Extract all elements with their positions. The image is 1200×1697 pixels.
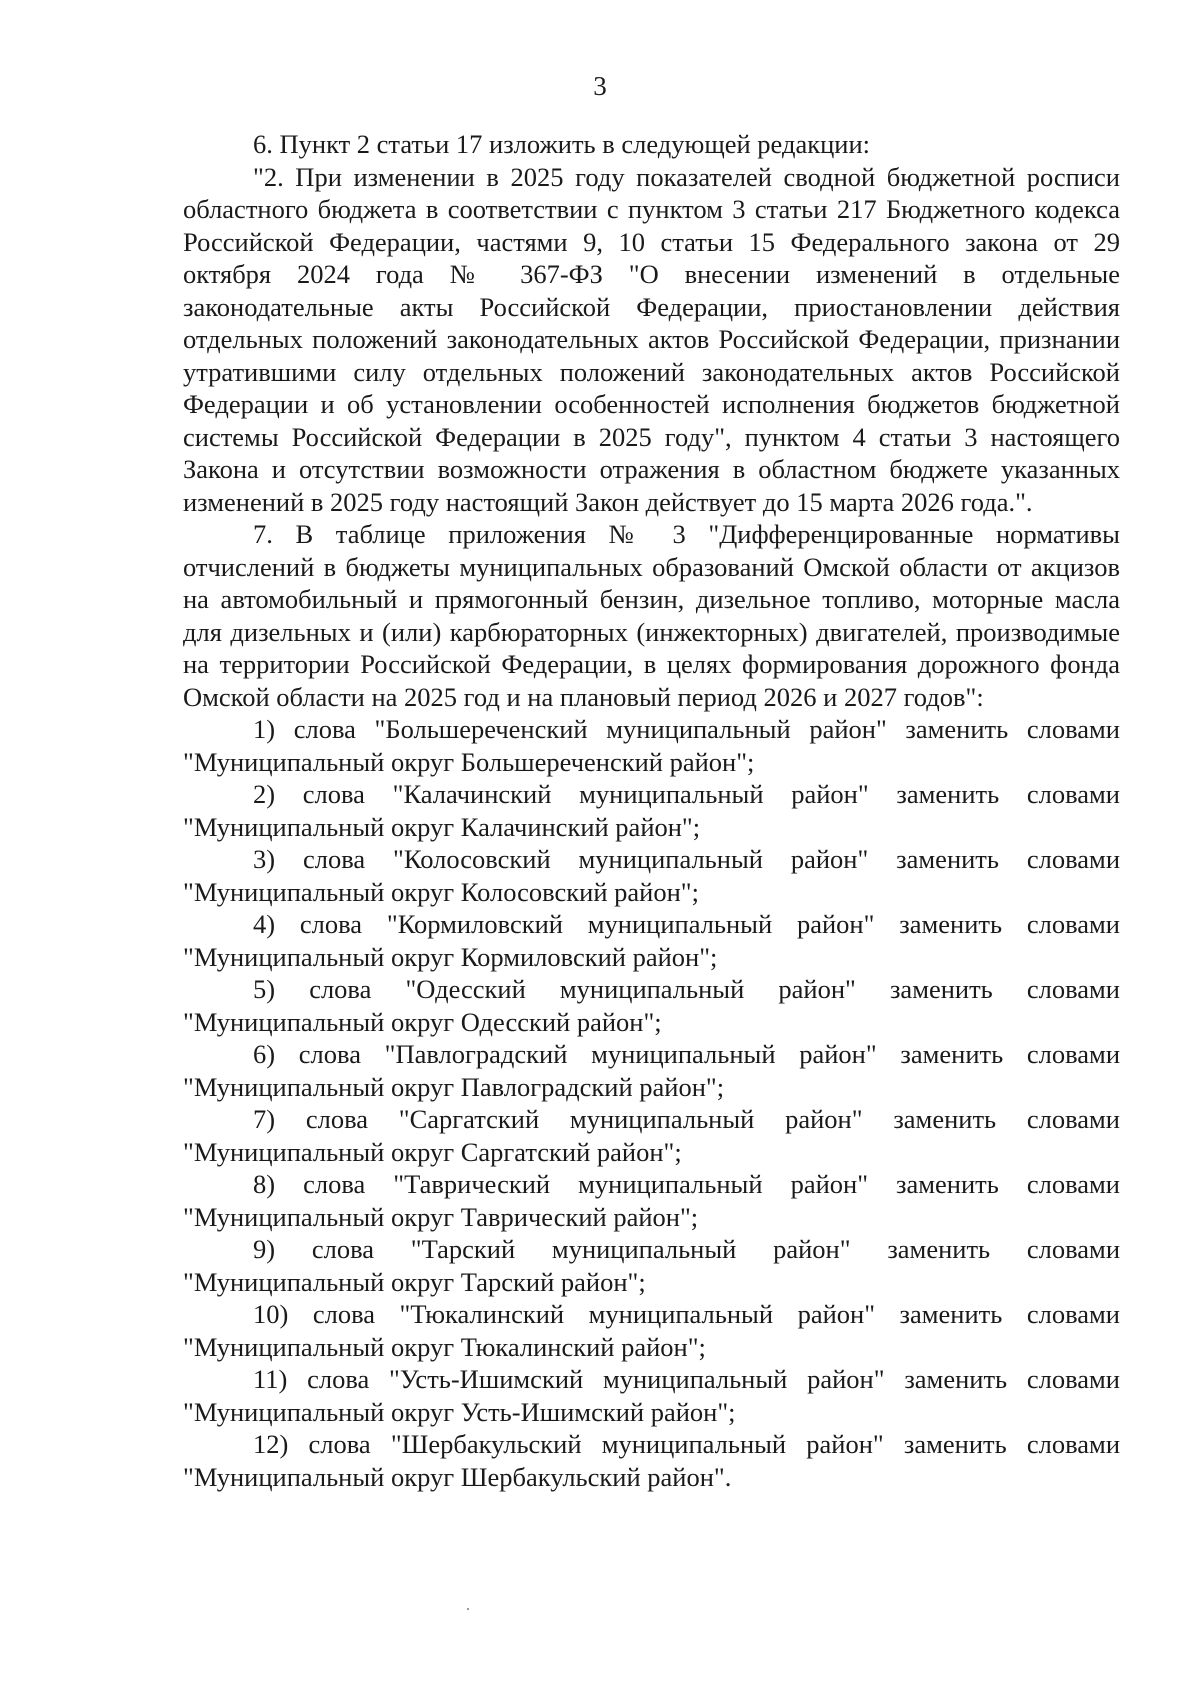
list-item: 11) слова "Усть-Ишимский муниципальный район" заменить словами "Муниципальный округ Усть-Ишимский район"; — [183, 1364, 1120, 1427]
list-item: 7) слова "Саргатский муниципальный район" заменить словами "Муниципальный округ Саргатский район"; — [183, 1104, 1120, 1167]
list-item: 9) слова "Тарский муниципальный район" заменить словами "Муниципальный округ Тарский район"; — [183, 1234, 1120, 1297]
list-item: 10) слова "Тюкалинский муниципальный район" заменить словами "Муниципальный округ Тюкалинский район"; — [183, 1299, 1120, 1362]
list-item: 1) слова "Большереченский муниципальный район" заменить словами "Муниципальный округ Большереченский район"; — [183, 714, 1120, 777]
list-item: 3) слова "Колосовский муниципальный район" заменить словами "Муниципальный округ Колосовский район"; — [183, 844, 1120, 907]
document-body — [183, 128, 1120, 1493]
list-item: 4) слова "Кормиловский муниципальный район" заменить словами "Муниципальный округ Кормиловский район"; — [183, 909, 1120, 972]
page-number: 3 — [593, 71, 607, 101]
list-item: 8) слова "Таврический муниципальный район" заменить словами "Муниципальный округ Таврический район"; — [183, 1169, 1120, 1232]
list-item: 12) слова "Шербакульский муниципальный район" заменить словами "Муниципальный округ Шербакульский район". — [183, 1429, 1120, 1492]
list-item: 5) слова "Одесский муниципальный район" заменить словами "Муниципальный округ Одесский район"; — [183, 974, 1120, 1037]
list-item: 2) слова "Калачинский муниципальный район" заменить словами "Муниципальный округ Калачинский район"; — [183, 779, 1120, 842]
scan-speck — [467, 1608, 469, 1610]
list-item: 6) слова "Павлоградский муниципальный район" заменить словами "Муниципальный округ Павлоградский район"; — [183, 1039, 1120, 1102]
paragraph-6-heading: 6. Пункт 2 статьи 17 изложить в следующей редакции: — [253, 129, 870, 159]
paragraph-7-intro: 7. В таблице приложения № 3 "Дифференцированные нормативы отчислений в бюджеты муниципальных образований Омской области от акцизов на автомобильный и прямогонный бензин, дизельное топливо, моторные масла для дизельных и (или) карбюраторных (инжекторных) двигателей, производимые на территории Российской Федерации, в целях формирования дорожного фонда Омской области на 2025 год и на плановый период 2026 и 2027 годов": — [183, 519, 1120, 712]
paragraph-6-body: "2. При изменении в 2025 году показателей сводной бюджетной росписи областного бюджета в соответствии с пунктом 3 статьи 217 Бюджетного кодекса Российской Федерации, частями 9, 10 статьи 15 Федерального закона от 29 октября 2024 года № 367-ФЗ "О внесении изменений в отдельные законодательные акты Российской Федерации, приостановлении действия отдельных положений законодательных актов Российской Федерации, признании утратившими силу отдельных положений законодательных актов Российской Федерации и об установлении особенностей исполнения бюджетов бюджетной системы Российской Федерации в 2025 году", пунктом 4 статьи 3 настоящего Закона и отсутствии возможности отражения в областном бюджете указанных изменений в 2025 году настоящий Закон действует до 15 марта 2026 года.". — [183, 161, 1120, 517]
